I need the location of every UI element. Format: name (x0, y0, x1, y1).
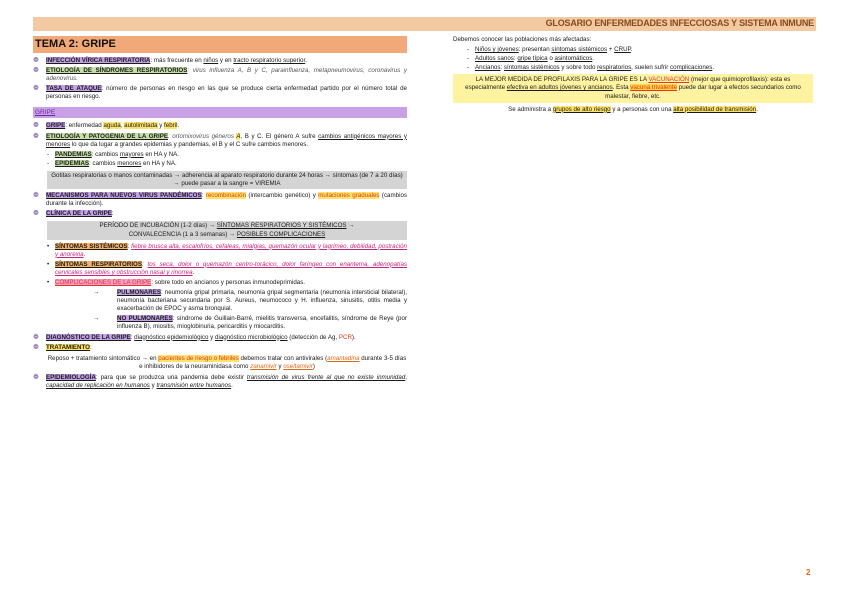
dot-complicaciones: • COMPLICACIONES DE LA GRIPE: sobre todo en ancianos y personas inmunodeprimidas. (47, 278, 306, 286)
sub-epidemias: - EPIDEMIAS: cambios menores en HA y NA. (47, 159, 177, 167)
profilaxis-box: LA MEJOR MEDIDA DE PROFILAXIS PARA LA GRIPE ES LA VACUNACIÓN (mejor que quimioprofilaxis): esta es especialmente efectiva en adultos jóvenes y ancianos. Esta vacuna trivalente puede dar lugar a efectos secundarios como malestar, fiebre, etc. (453, 74, 813, 102)
arrow-no-pulmonares: → NO PULMONARES: síndrome de Guillain-Barré, mielitis transversa, encefalitis, síndrome de Reye (por influenza B), miositis, mioglobinuria, pericarditis y miocarditis. (93, 315, 407, 331)
virus-icon: ❁ (33, 67, 39, 75)
pop-adultos: - Adultos sanos: gripe típica o asintomáticos. (467, 55, 595, 63)
administracion-text: Se administra a grupos de alto riesgo y a personas con una alta posibilidad de transmisión. (508, 105, 758, 113)
right-column (453, 36, 813, 117)
bullet-epidemiologia: ❁ EPIDEMIOLOGÍA: para que se produzca una pandemia debe existir transmisión de virus frente al que no existe inmunidad, capacidad de replicación en humanos y transmisión entre humanos. (33, 373, 407, 389)
section-gripe-bar: GRIPE (33, 107, 407, 118)
transmission-box: Gotitas respiratorias o manos contaminadas → adherencia al aparato respiratorio durante 24 horas → síntomas (de 7 a 20 días) → puede pasar a la sangre = VIREMIA (47, 171, 407, 189)
tema-title: TEMA 2: GRIPE (33, 36, 407, 53)
virus-icon: ❁ (33, 343, 39, 351)
sub-pandemias: - PANDEMIAS: cambios mayores en HA y NA. (47, 150, 180, 158)
virus-icon: ❁ (33, 210, 39, 218)
header-title: GLOSARIO ENFERMEDADES INFECCIOSAS Y SISTEMA INMUNE (545, 18, 814, 28)
dot-sintomas-respiratorios: • SÍNTOMAS RESPIRATORIOS: tos seca, dolor o quemazón centro-torácico, dolor faríngeo con enantema, adenopatías cervicales sensibles y obstrucción nasal y rinorrea. (47, 260, 407, 276)
bullet-diagnostico: ❁ DIAGNÓSTICO DE LA GRIPE: diagnóstico epidemiológico y diagnóstico microbiológico (detección de Ag, PCR). (33, 333, 356, 341)
bullet-gripe-def: ❁ GRIPE: enfermedad aguda, autolimitada y febril. (33, 122, 180, 130)
periods-box: PERÍODO DE INCUBACIÓN (1-2 días) → SÍNTOMAS RESPIRATORIOS Y SISTÉMICOS → CONVALECENCIA (1 a 3 semanas) → POSIBLES COMPLICACIONES (47, 221, 407, 239)
bullet-clinica: ❁ CLÍNICA DE LA GRIPE: (33, 210, 114, 218)
arrow-pulmonares: → PULMONARES: neumonía gripal primaria, neumonía gripal segmentaria (neumonía intersticial bilateral), neumonía bacteriana secundaria por S. Aureus, neumococo y H. influenza, sinusitis, otitis media y exacerbación de EPOC y asma bronquial. (93, 289, 407, 313)
populations-intro: Debemos conocer las poblaciones más afectadas: (453, 36, 592, 43)
bullet-tratamiento: ❁ TRATAMIENTO: (33, 343, 92, 351)
virus-icon: ❁ (33, 192, 39, 200)
pop-ninos: - Niños y jóvenes: presentan síntomas sistémicos + CRUP. (467, 46, 633, 54)
treatment-text: Reposo + tratamiento sintomático → en pacientes de riesgo o febriles debemos tratar con antivirales (amantadina durante 3-5 días e inhibidores de la neuraminidasa como zanamivir y oseltamivir) (47, 354, 407, 370)
left-column (33, 36, 407, 392)
virus-icon: ❁ (33, 132, 39, 140)
bullet-tasa-ataque: ❁ TASA DE ATAQUE: número de personas en riesgo en las que se produce cierta enfermedad partido por el número total de personas en riesgo. (33, 85, 407, 101)
virus-icon: ❁ (33, 373, 39, 381)
virus-icon: ❁ (33, 122, 39, 130)
page-number: 2 (806, 568, 811, 577)
bullet-mecanismos: ❁ MECANISMOS PARA NUEVOS VIRUS PANDÉMICOS: recombinación (intercambio genético) y mutaciones graduales (cambios durante la infección). (33, 192, 407, 208)
bullet-etiologia-sindromes: ❁ ETIOLOGÍA DE SÍNDROMES RESPIRATORIOS: virus influenza A, B y C, parainfluenza, metapneumovirus, coronavirus y adenovirus. (33, 67, 407, 83)
virus-icon: ❁ (33, 85, 39, 93)
bullet-etiologia-gripe: ❁ ETIOLOGÍA Y PATOGENIA DE LA GRIPE: ortomixovirus géneros A, B y C. El género A sufre cambios antigénicos mayores y menores lo que da lugar a grandes epidemias y pandemias, el B y el C sufre cambios menores. (33, 132, 407, 148)
virus-icon: ❁ (33, 333, 39, 341)
dot-sintomas-sistemicos: • SÍNTOMAS SISTÉMICOS: fiebre brusca alta, escalofríos, cefaleas, mialgias, quemazón ocular y lagrimeo, debilidad, postración y anorexia. (47, 242, 407, 258)
bullet-infeccion: ❁ INFECCIÓN VÍRICA RESPIRATORIA: más frecuente en niños y en tracto respiratorio superior. (33, 57, 307, 64)
pop-ancianos: - Ancianos: síntomas sistémicos y sobre todo respiratorios, suelen sufrir complicaciones. (467, 64, 715, 72)
virus-icon: ❁ (33, 57, 39, 64)
